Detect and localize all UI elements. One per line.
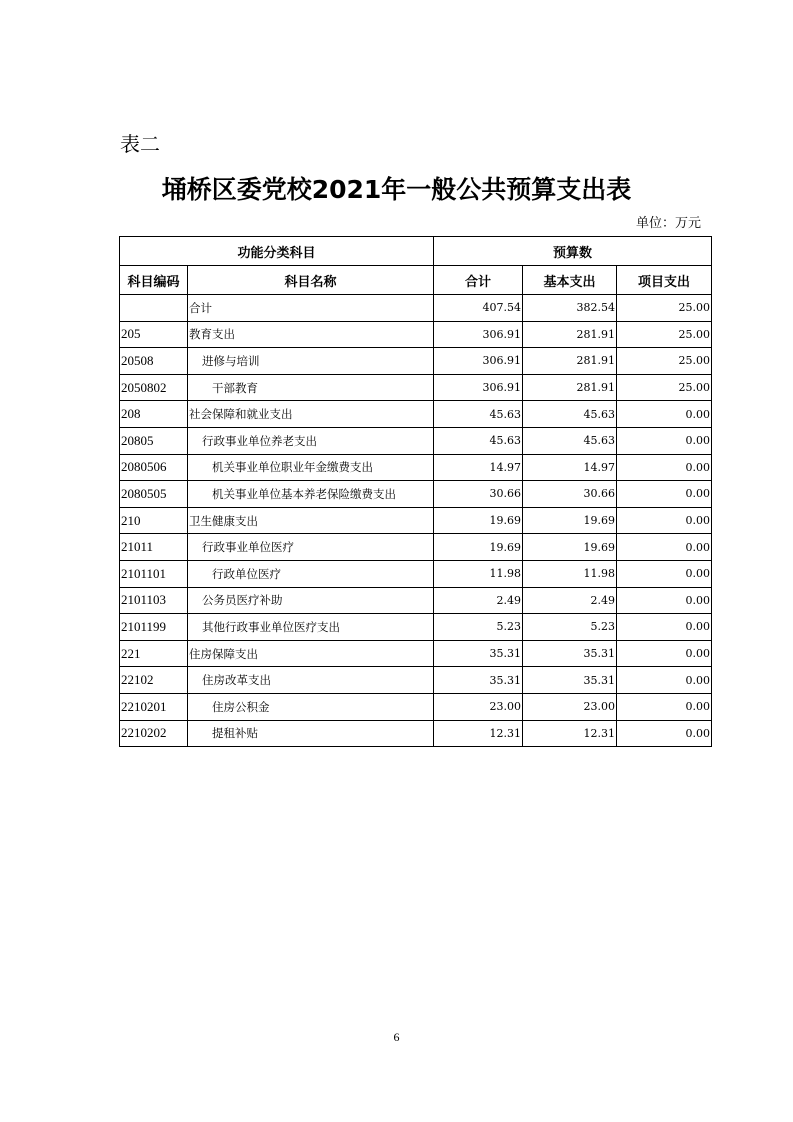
row-total: 35.31: [434, 667, 523, 694]
row-total: 19.69: [434, 507, 523, 534]
row-code: 221: [120, 640, 188, 667]
row-name: 住房公积金: [188, 693, 434, 720]
row-code: 21011: [120, 534, 188, 561]
row-basic: 5.23: [523, 614, 617, 641]
row-basic: 30.66: [523, 481, 617, 508]
row-total: 306.91: [434, 348, 523, 375]
row-code: 210: [120, 507, 188, 534]
header-budget-amount: 预算数: [434, 237, 712, 266]
row-project: 0.00: [617, 640, 712, 667]
table-row: [120, 427, 712, 454]
table-label: 表二: [120, 132, 160, 156]
table-row: [120, 534, 712, 561]
row-total: 23.00: [434, 693, 523, 720]
row-basic: 281.91: [523, 348, 617, 375]
row-code: 2050802: [120, 374, 188, 401]
row-basic: 19.69: [523, 534, 617, 561]
row-code: 2101199: [120, 614, 188, 641]
row-basic: 14.97: [523, 454, 617, 481]
row-total: 306.91: [434, 321, 523, 348]
header-row-columns: [120, 266, 712, 295]
row-code: 205: [120, 321, 188, 348]
row-name: 合计: [188, 295, 434, 322]
row-name: 进修与培训: [188, 348, 434, 375]
row-project: 0.00: [617, 587, 712, 614]
row-project: 0.00: [617, 614, 712, 641]
row-basic: 19.69: [523, 507, 617, 534]
row-total: 306.91: [434, 374, 523, 401]
page-number: 6: [393, 1030, 400, 1044]
row-project: 0.00: [617, 720, 712, 747]
header-name: 科目名称: [188, 266, 434, 295]
row-total: 12.31: [434, 720, 523, 747]
row-name: 机关事业单位职业年金缴费支出: [188, 454, 434, 481]
table-row: [120, 507, 712, 534]
table-row: [120, 587, 712, 614]
row-project: 0.00: [617, 427, 712, 454]
table-row: [120, 667, 712, 694]
row-total: 19.69: [434, 534, 523, 561]
row-total: 5.23: [434, 614, 523, 641]
header-code: 科目编码: [120, 266, 188, 295]
row-name: 公务员医疗补助: [188, 587, 434, 614]
header-row-group: [120, 237, 712, 266]
row-total: 45.63: [434, 427, 523, 454]
row-basic: 45.63: [523, 427, 617, 454]
row-code: 2080505: [120, 481, 188, 508]
row-name: 卫生健康支出: [188, 507, 434, 534]
header-basic: 基本支出: [523, 266, 617, 295]
row-total: 2.49: [434, 587, 523, 614]
table-row: [120, 374, 712, 401]
table-row: [120, 454, 712, 481]
row-code: 2210201: [120, 693, 188, 720]
row-name: 干部教育: [188, 374, 434, 401]
row-name: 行政事业单位医疗: [188, 534, 434, 561]
table-row: [120, 481, 712, 508]
row-total: 14.97: [434, 454, 523, 481]
row-code: 20805: [120, 427, 188, 454]
row-name: 社会保障和就业支出: [188, 401, 434, 428]
row-project: 0.00: [617, 560, 712, 587]
row-code: 20508: [120, 348, 188, 375]
table-row: [120, 720, 712, 747]
table-body: [120, 295, 712, 747]
page-title: 埇桥区委党校2021年一般公共预算支出表: [161, 175, 632, 204]
row-basic: 2.49: [523, 587, 617, 614]
row-total: 407.54: [434, 295, 523, 322]
row-code: 2080506: [120, 454, 188, 481]
row-basic: 12.31: [523, 720, 617, 747]
row-name: 住房改革支出: [188, 667, 434, 694]
row-basic: 281.91: [523, 374, 617, 401]
table-row: [120, 321, 712, 348]
row-project: 0.00: [617, 507, 712, 534]
table-row: [120, 693, 712, 720]
row-code: 22102: [120, 667, 188, 694]
header-total: 合计: [434, 266, 523, 295]
table-row: [120, 614, 712, 641]
row-basic: 35.31: [523, 667, 617, 694]
row-name: 机关事业单位基本养老保险缴费支出: [188, 481, 434, 508]
row-total: 35.31: [434, 640, 523, 667]
row-basic: 382.54: [523, 295, 617, 322]
row-total: 30.66: [434, 481, 523, 508]
row-basic: 45.63: [523, 401, 617, 428]
row-code: 2101101: [120, 560, 188, 587]
row-basic: 23.00: [523, 693, 617, 720]
row-project: 0.00: [617, 401, 712, 428]
row-name: 教育支出: [188, 321, 434, 348]
row-name: 住房保障支出: [188, 640, 434, 667]
row-basic: 35.31: [523, 640, 617, 667]
row-code: 2101103: [120, 587, 188, 614]
header-functional-classification: 功能分类科目: [120, 237, 434, 266]
row-code: [120, 295, 188, 322]
row-project: 0.00: [617, 667, 712, 694]
row-project: 25.00: [617, 374, 712, 401]
row-name: 行政事业单位养老支出: [188, 427, 434, 454]
row-project: 0.00: [617, 454, 712, 481]
row-total: 45.63: [434, 401, 523, 428]
budget-table: [119, 236, 712, 747]
row-project: 25.00: [617, 295, 712, 322]
row-name: 提租补贴: [188, 720, 434, 747]
unit-label: 单位：万元: [635, 216, 701, 231]
table-row: [120, 560, 712, 587]
row-project: 0.00: [617, 534, 712, 561]
row-project: 25.00: [617, 348, 712, 375]
row-basic: 281.91: [523, 321, 617, 348]
table-row: [120, 295, 712, 322]
row-total: 11.98: [434, 560, 523, 587]
row-project: 0.00: [617, 481, 712, 508]
row-code: 208: [120, 401, 188, 428]
table-row: [120, 401, 712, 428]
row-code: 2210202: [120, 720, 188, 747]
row-basic: 11.98: [523, 560, 617, 587]
row-name: 行政单位医疗: [188, 560, 434, 587]
row-name: 其他行政事业单位医疗支出: [188, 614, 434, 641]
table-row: [120, 348, 712, 375]
header-project: 项目支出: [617, 266, 712, 295]
row-project: 25.00: [617, 321, 712, 348]
table-row: [120, 640, 712, 667]
row-project: 0.00: [617, 693, 712, 720]
